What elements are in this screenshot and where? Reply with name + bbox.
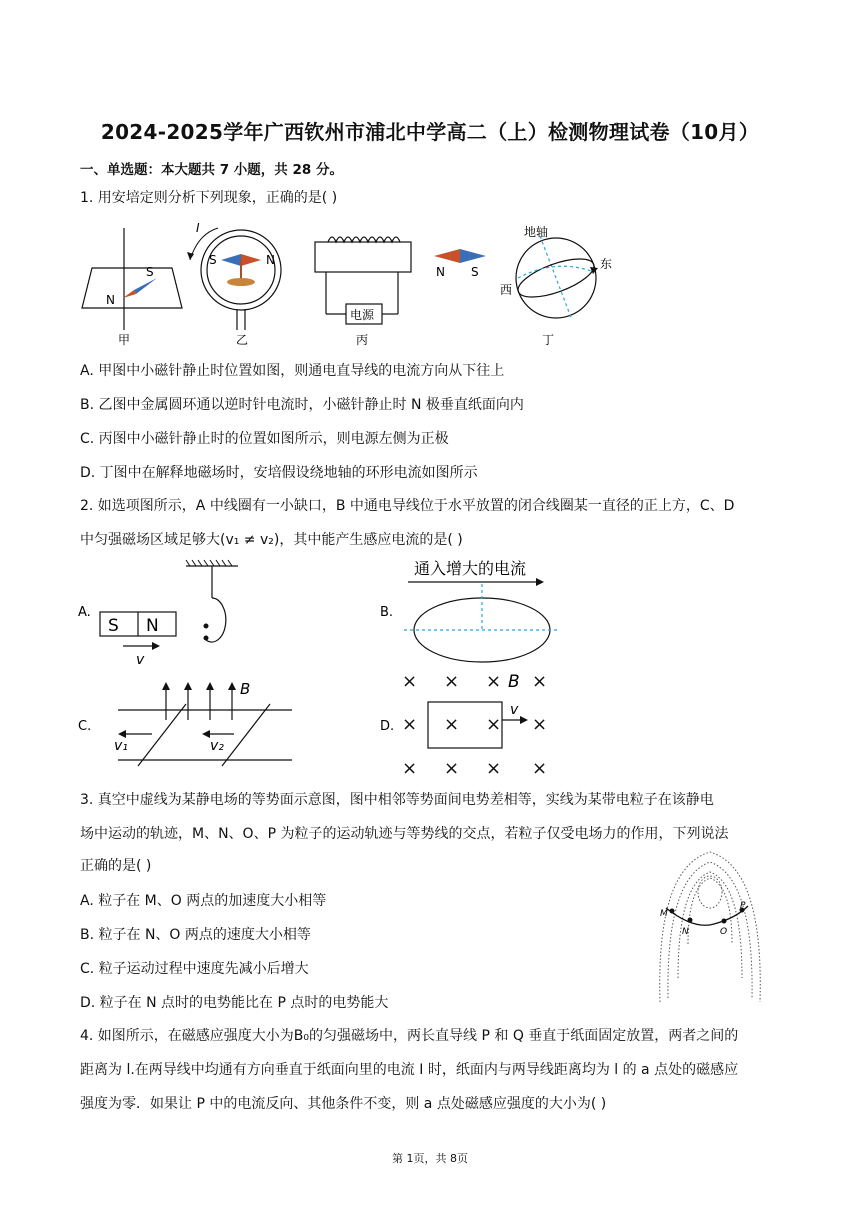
q2-label-d: D. [380,719,395,734]
q3-option-d: D. 粒子在 N 点时的电势能比在 P 点时的电势能大 [80,995,389,1011]
label-bing: 丙 [356,333,369,347]
label-jia: 甲 [118,333,131,347]
label-s-yi: S [209,253,217,267]
q3-equipotential-figure [654,848,766,1008]
q2-magnet-n: N [146,616,159,636]
svg-text:×: × [532,671,548,692]
q3-point-m: M [660,909,668,919]
q2-b-field-c: B [240,680,251,698]
q3-stem-line2: 场中运动的轨迹，M、N、O、P 为粒子的运动轨迹与等势线的交点，若粒子仅受电场力的作用，下列说法 [80,826,729,842]
q1-option-b: B. 乙图中金属圆环通以逆时针电流时，小磁针静止时 N 极垂直纸面向内 [80,397,524,413]
svg-text:×: × [486,714,502,735]
q3-option-a: A. 粒子在 M、O 两点的加速度大小相等 [80,893,327,909]
svg-text:×: × [532,714,548,735]
q2-v-d: v [510,702,519,718]
svg-text:×: × [486,758,502,779]
q2-increasing-current: 通入增大的电流 [414,559,527,578]
svg-text:×: × [402,671,418,692]
svg-text:×: × [402,758,418,779]
svg-text:×: × [402,714,418,735]
q2-v1: v₁ [114,738,128,754]
label-power: 电源 [350,308,375,322]
q3-stem-line3: 正确的是( ) [80,858,152,874]
figure-ding [500,224,612,347]
section-heading: 一、单选题：本大题共 7 小题，共 28 分。 [80,162,343,178]
q4-stem-line1: 4. 如图所示，在磁感应强度大小为B₀的匀强磁场中，两长直导线 P 和 Q 垂直于纸面固定放置，两者之间的 [80,1028,739,1044]
q3-stem-line1: 3. 真空中虚线为某静电场的等势面示意图，图中相邻等势面间电势差相等，实线为某带电粒子在该静电 [80,792,714,808]
q2-figures [78,554,558,780]
label-n: N [106,293,115,307]
label-west: 西 [500,283,513,297]
label-east: 东 [600,257,613,271]
q2-label-b: B. [380,605,394,620]
label-ding: 丁 [542,333,555,347]
label-n-yi: N [266,253,275,267]
page-footer: 第 1页，共 8页 [392,1152,468,1165]
svg-text:×: × [532,758,548,779]
q2-label-a: A. [78,605,91,620]
q2-v2: v₂ [210,738,224,754]
q2-stem-line1: 2. 如选项图所示，A 中线圈有一小缺口，B 中通电导线位于水平放置的闭合线圈某一直径的正上方，C、D [80,498,735,514]
figure-jia [82,228,182,347]
q2-stem-line2: 中匀强磁场区域足够大(v₁ ≠ v₂)，其中能产生感应电流的是( ) [80,532,463,548]
q4-stem-line3: 强度为零．如果让 P 中的电流反向、其他条件不变，则 a 点处磁感应强度的大小为( ) [80,1096,607,1112]
svg-text:×: × [444,758,460,779]
label-i: I [196,221,200,235]
q3-option-c: C. 粒子运动过程中速度先减小后增大 [80,961,309,977]
q4-stem-line2: 距离为 l.在两导线中均通有方向垂直于纸面向里的电流 I 时，纸面内与两导线距离均为 l 的 a 点处的磁感应 [80,1062,739,1078]
q3-option-b: B. 粒子在 N、O 两点的速度大小相等 [80,927,311,943]
q3-point-o: O [720,927,728,937]
svg-text:×: × [486,671,502,692]
label-n-bing: N [436,265,445,279]
label-s-bing: S [471,265,479,279]
label-axis: 地轴 [524,225,549,239]
q1-stem: 1. 用安培定则分析下列现象，正确的是( ) [80,190,338,206]
q1-option-a: A. 甲图中小磁针静止时位置如图，则通电直导线的电流方向从下往上 [80,363,505,379]
figure-yi [187,221,281,347]
label-s: S [146,265,154,279]
q2-d-field-crosses [402,671,547,779]
svg-text:×: × [444,714,460,735]
q3-point-p: P [740,901,746,911]
q1-option-c: C. 丙图中小磁针静止时的位置如图所示，则电源左侧为正极 [80,431,449,447]
label-yi: 乙 [236,333,249,347]
q1-figures [78,218,638,350]
svg-text:×: × [444,671,460,692]
q1-option-d: D. 丁图中在解释地磁场时，安培假设绕地轴的环形电流如图所示 [80,465,478,481]
q2-b-field-d: B [508,672,520,692]
q2-v-a: v [136,652,145,668]
figure-bing [315,237,486,347]
q2-magnet-s: S [108,616,119,636]
page-title: 2024-2025学年广西钦州市浦北中学高二（上）检测物理试卷（10月） [100,120,760,144]
q2-label-c: C. [78,719,92,734]
q3-point-n: N [682,927,689,937]
